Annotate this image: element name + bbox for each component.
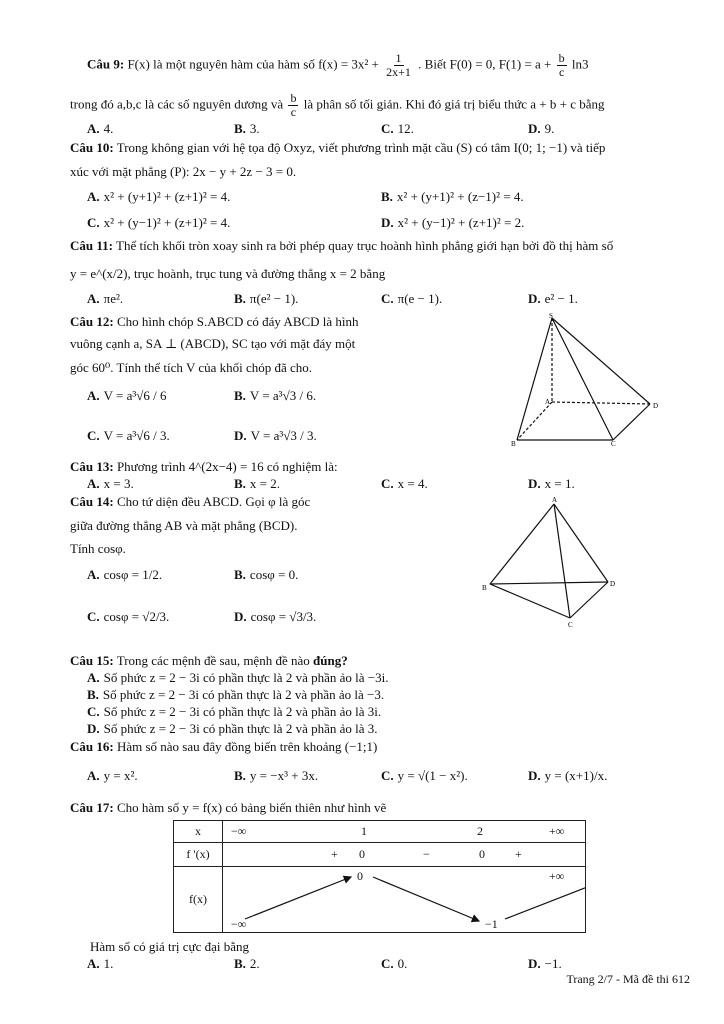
- q11-option-d: D. e² − 1.: [528, 291, 578, 306]
- fig-label-c: C: [611, 440, 616, 447]
- row-x-values: [223, 821, 586, 843]
- q9-text-d: trong đó a,b,c là các số nguyên dương và: [70, 96, 284, 112]
- q15-option-b: B. Số phức z = 2 − 3i có phần thực là 2 và phần ảo là −3.: [87, 687, 385, 702]
- x-val-2: 2: [477, 824, 483, 838]
- q14-option-d: D. cosφ = √3/3.: [234, 609, 317, 624]
- q13-option-c: C. x = 4.: [381, 476, 428, 491]
- fig-label-s: S: [549, 312, 553, 320]
- q9-fraction-3: $\frac{b}{c}$: [290, 91, 297, 119]
- q14-label: Câu 14:: [70, 494, 114, 509]
- fig-label-a: A: [552, 496, 558, 504]
- f-val-pos-inf: +∞: [549, 869, 565, 883]
- q9-option-d: D. 9.: [528, 121, 555, 136]
- q10-option-c: C. x² + (y−1)² + (z+1)² = 4.: [87, 215, 231, 230]
- q12-line3: góc 60⁰. Tính thể tích V của khối chóp đã cho.: [70, 360, 313, 375]
- q16-option-c: C. y = √(1 − x²).: [381, 768, 468, 783]
- q11-line2: y = e^(x/2), trục hoành, trục tung và đường thẳng x = 2 bằng: [70, 266, 386, 281]
- q10-label: Câu 10:: [70, 140, 114, 155]
- q11-label: Câu 11:: [70, 238, 113, 253]
- fig-label-b: B: [482, 584, 487, 592]
- q14-line2: giữa đường thẳng AB và mặt phẳng (BCD).: [70, 518, 298, 533]
- pyramid-figure: [505, 312, 680, 447]
- f-val-neg-inf: −∞: [231, 917, 247, 931]
- q16-text: Hàm số nào sau đây đồng biến trên khoảng (−1;1): [116, 739, 378, 754]
- q9-text-b: . Biết F(0) = 0, F(1) = a +: [418, 56, 552, 72]
- q13-option-b: B. x = 2.: [234, 476, 281, 491]
- q10-text: Trong không gian với hệ tọa độ Oxyz, viết phương trình mặt cầu (S) có tâm I(0; 1; −1) và tiếp: [116, 140, 606, 155]
- q15-option-a: A. Số phức z = 2 − 3i có phần thực là 2 và phần ảo là −3i.: [87, 670, 389, 685]
- q16-option-a: A. y = x².: [87, 768, 138, 783]
- q17-option-a: A. 1.: [87, 956, 114, 971]
- q13-option-a: A. x = 3.: [87, 476, 134, 491]
- q12-option-b: B. V = a³√3 / 6.: [234, 388, 317, 403]
- q15-option-d: D. Số phức z = 2 − 3i có phần thực là 2 và phần ảo là 3.: [87, 721, 378, 736]
- x-val-1: 1: [361, 824, 367, 838]
- q17-option-d: D. −1.: [528, 956, 562, 971]
- q9-label: Câu 9:: [87, 56, 125, 72]
- row-x-header: x: [174, 821, 223, 843]
- q13-line1: [70, 459, 338, 474]
- q9-fraction-2: $\frac{b}{c}$: [558, 51, 565, 79]
- q11-option-b: B. π(e² − 1).: [234, 291, 299, 306]
- q12-line1: [70, 314, 359, 329]
- q10-option-d: D. x² + (y−1)² + (z+1)² = 2.: [381, 215, 525, 230]
- q11-option-a: A. πe².: [87, 291, 124, 306]
- row-f-values: [223, 867, 586, 933]
- q10-option-b: B. x² + (y+1)² + (z−1)² = 4.: [381, 189, 524, 204]
- q14-line1: [70, 494, 310, 509]
- row-f-header: f(x): [174, 867, 223, 933]
- q11-text: Thể tích khối tròn xoay sinh ra bởi phép quay trục hoành hình phẳng giới hạn bởi đồ thị hàm số: [116, 238, 614, 253]
- q16-line1: [70, 739, 377, 754]
- q12-text: Cho hình chóp S.ABCD có đáy ABCD là hình: [116, 314, 359, 329]
- q15-option-c: C. Số phức z = 2 − 3i có phần thực là 2 và phần ảo là 3i.: [87, 704, 382, 719]
- q9-option-b: B. 3.: [234, 121, 260, 136]
- q14-option-c: C. cosφ = √2/3.: [87, 609, 170, 624]
- row-fp-header: f '(x): [174, 843, 223, 867]
- q11-line1: [70, 238, 613, 253]
- q17-line1: [70, 800, 386, 815]
- q10-line1: [70, 140, 605, 155]
- q17-option-c: C. 0.: [381, 956, 408, 971]
- q14-text: Cho tứ diện đều ABCD. Gọi φ là góc: [116, 494, 311, 509]
- q12-option-d: D. V = a³√3 / 3.: [234, 428, 317, 443]
- page-footer: Trang 2/7 - Mã đề thi 612: [566, 972, 690, 986]
- q17-label: Câu 17:: [70, 800, 114, 815]
- q9-option-a: A. 4.: [87, 121, 114, 136]
- fig-label-d: D: [610, 580, 616, 588]
- q13-label: Câu 13:: [70, 459, 114, 474]
- q12-option-a: A. V = a³√6 / 6: [87, 388, 167, 403]
- fp-zero-1: 0: [359, 847, 365, 861]
- q9-text-a: F(x) là một nguyên hàm của hàm số f(x) = 3x² +: [127, 56, 379, 72]
- q13-text: Phương trình 4^(2x−4) = 16 có nghiệm là:: [116, 459, 338, 474]
- row-fp-values: [223, 843, 586, 867]
- q9-line2: [70, 92, 605, 119]
- q9-fraction: $\frac{1}{2x+1}$: [386, 51, 411, 79]
- q15-text: Trong các mệnh đề sau, mệnh đề nào: [116, 653, 310, 668]
- q16-option-d: D. y = (x+1)/x.: [528, 768, 608, 783]
- q17-text: Cho hàm số y = f(x) có bảng biến thiên như hình vẽ: [116, 800, 387, 815]
- q14-line3: Tính cosφ.: [70, 541, 126, 556]
- fp-sign-3: +: [515, 847, 522, 861]
- fig-label-d: D: [653, 402, 659, 410]
- fig-label-c: C: [568, 621, 573, 628]
- q9-text-e: là phân số tối giản. Khi đó giá trị biểu thức a + b + c bằng: [303, 96, 605, 112]
- q14-option-a: A. cosφ = 1/2.: [87, 567, 163, 582]
- q16-option-b: B. y = −x³ + 3x.: [234, 768, 319, 783]
- q10-line2: xúc với mặt phẳng (P): 2x − y + 2z − 3 = 0.: [70, 164, 297, 179]
- q9-option-c: C. 12.: [381, 121, 414, 136]
- fig-label-a: A: [545, 398, 551, 406]
- fp-zero-2: 0: [479, 847, 485, 861]
- q11-option-c: C. π(e − 1).: [381, 291, 443, 306]
- q9-text-c: ln3: [571, 56, 589, 72]
- q15-emphasis: đúng?: [313, 653, 348, 668]
- f-val-min: −1: [485, 917, 498, 931]
- q10-option-a: A. x² + (y+1)² + (z+1)² = 4.: [87, 189, 231, 204]
- q13-option-d: D. x = 1.: [528, 476, 575, 491]
- f-val-max: 0: [357, 869, 363, 883]
- x-val-neg-inf: −∞: [231, 824, 247, 838]
- q9-line1: [87, 52, 589, 79]
- x-val-pos-inf: +∞: [549, 824, 565, 838]
- fp-sign-2: −: [423, 847, 430, 861]
- variation-arrows: [223, 867, 585, 933]
- q15-line1: [70, 653, 348, 668]
- q16-label: Câu 16:: [70, 739, 114, 754]
- tetrahedron-figure: [478, 496, 618, 628]
- q14-option-b: B. cosφ = 0.: [234, 567, 299, 582]
- q17-line2: Hàm số có giá trị cực đại bằng: [90, 939, 250, 954]
- q17-option-b: B. 2.: [234, 956, 260, 971]
- q12-line2: vuông cạnh a, SA ⊥ (ABCD), SC tạo với mặt đáy một: [70, 336, 356, 351]
- variation-table: [173, 820, 586, 933]
- q15-label: Câu 15:: [70, 653, 114, 668]
- fp-sign-1: +: [331, 847, 338, 861]
- q12-option-c: C. V = a³√6 / 3.: [87, 428, 170, 443]
- q12-label: Câu 12:: [70, 314, 114, 329]
- fig-label-b: B: [511, 440, 516, 447]
